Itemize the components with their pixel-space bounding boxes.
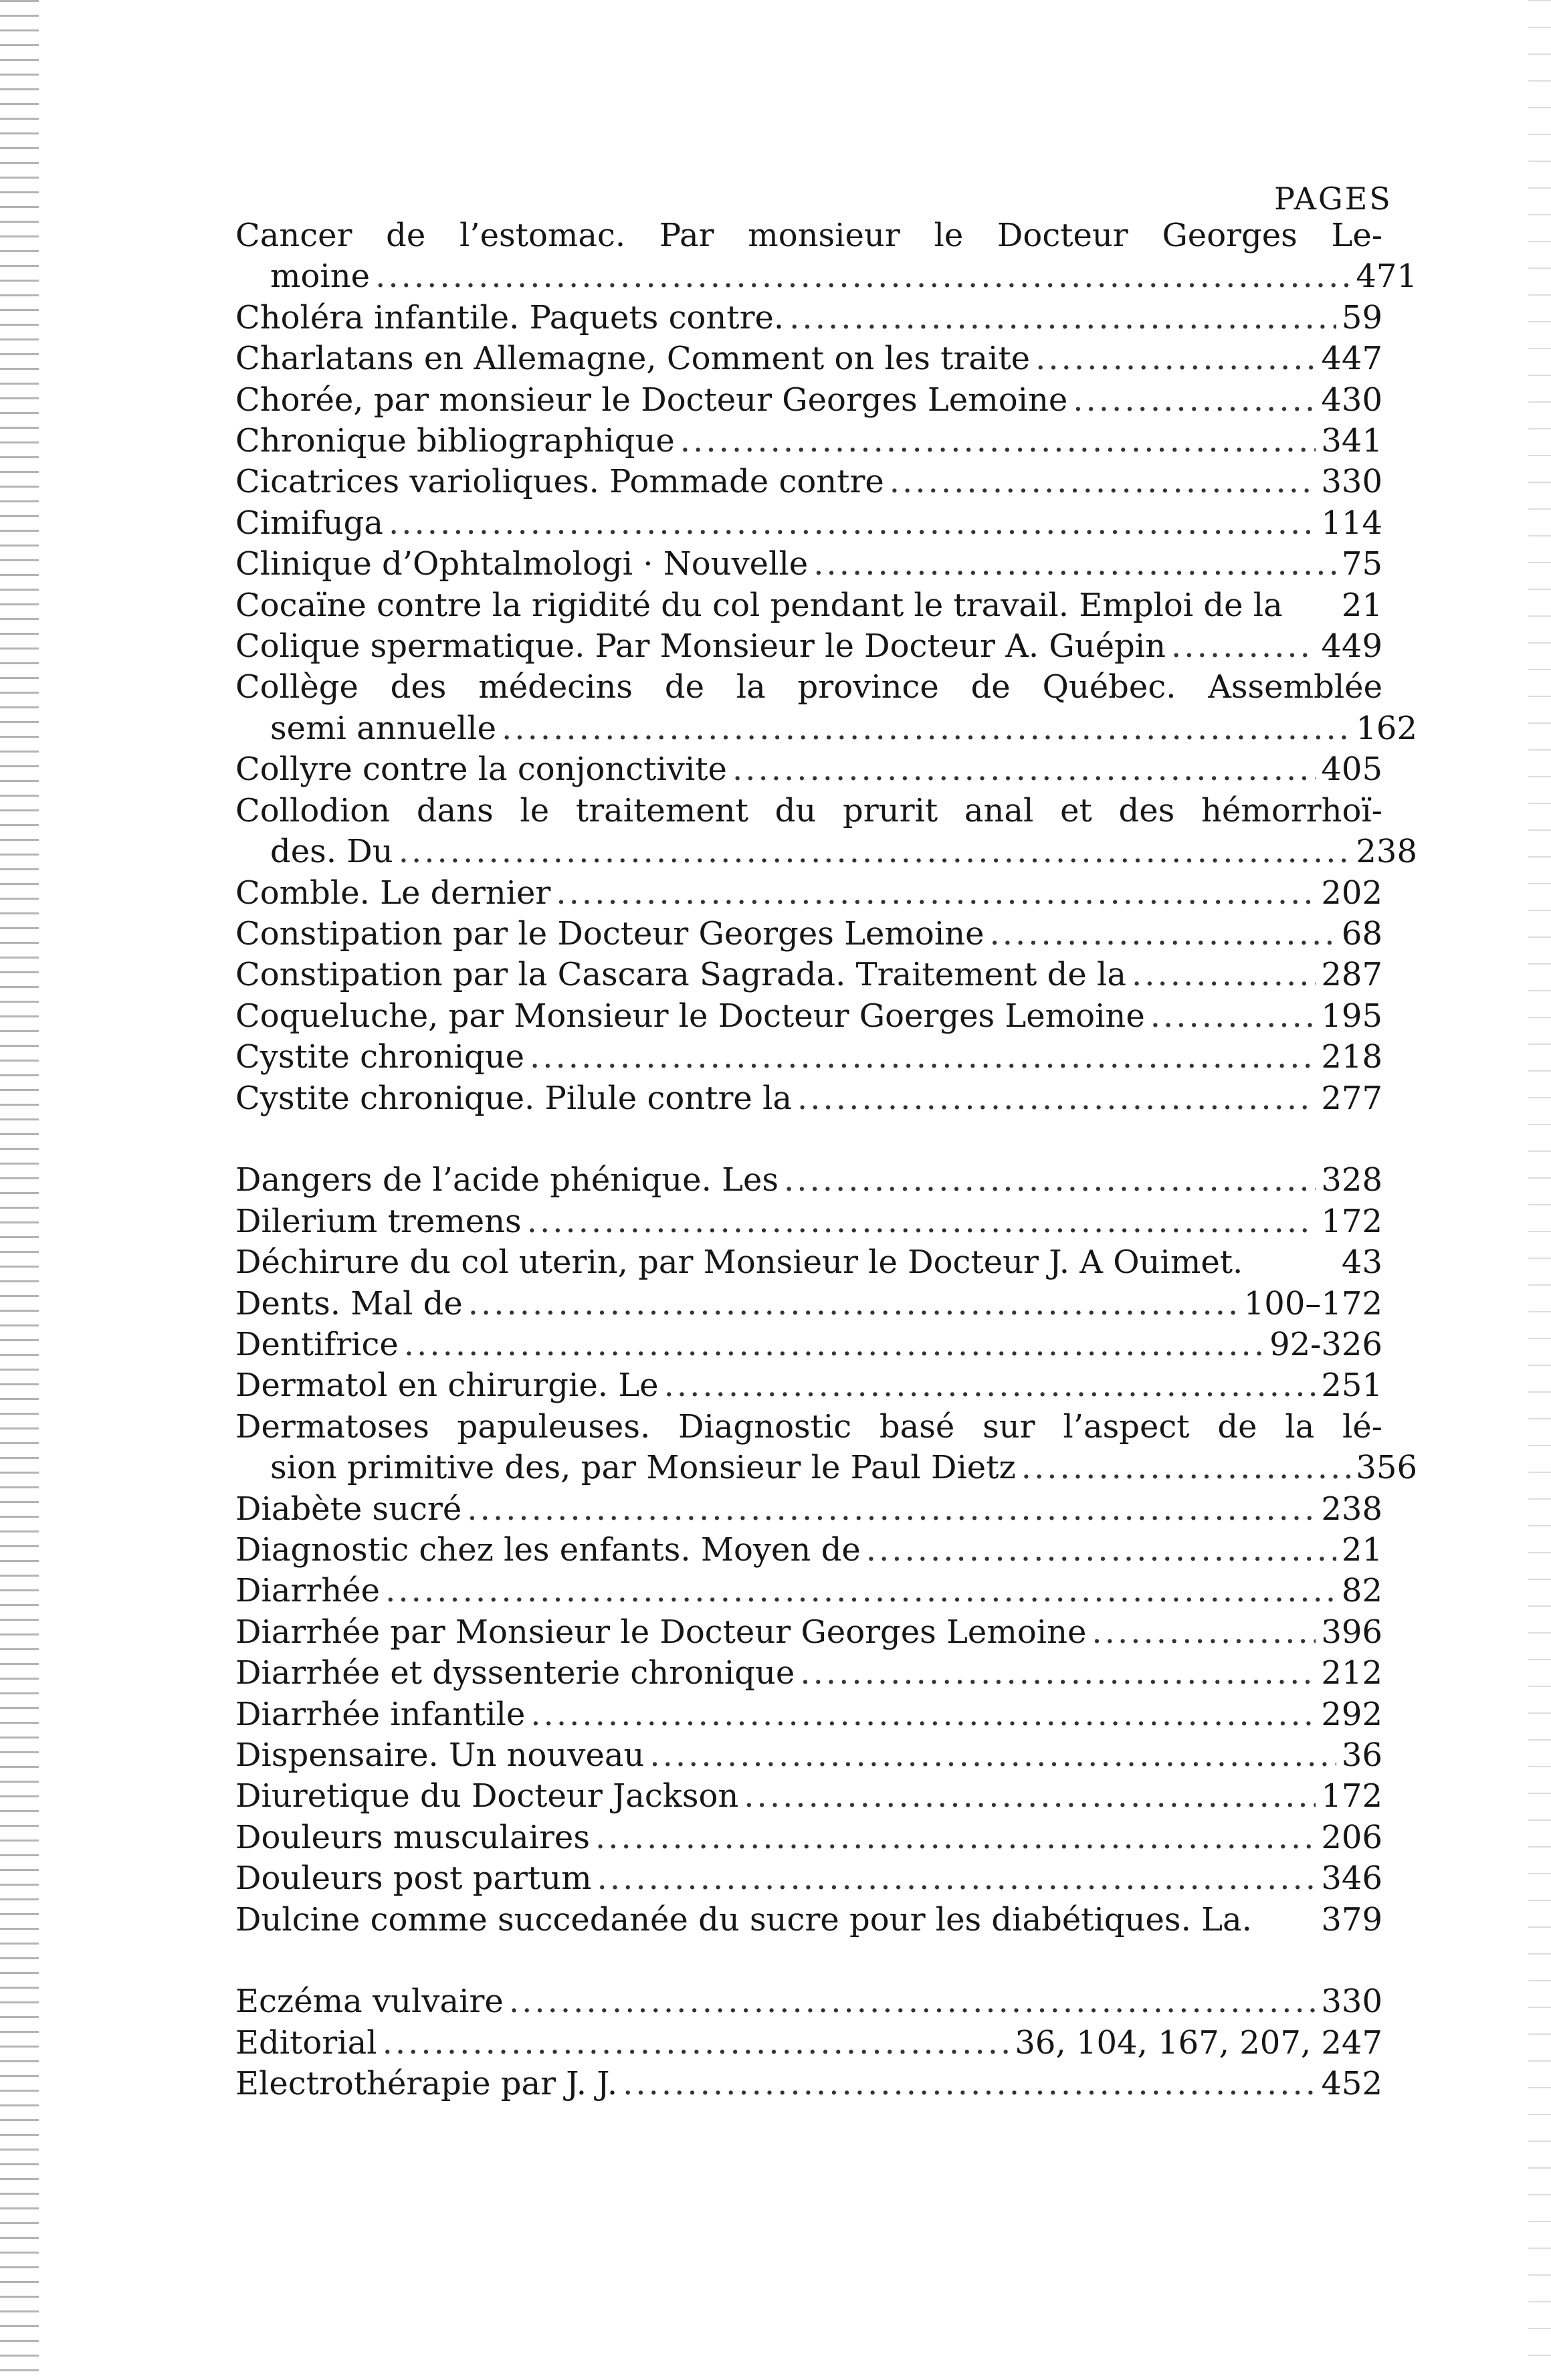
entry-page-number: 330 <box>1321 1983 1382 2021</box>
entry-text-line2: sion primitive des, par Monsieur le Paul Dietz <box>270 1449 1016 1487</box>
entry-page-number: 202 <box>1321 874 1382 912</box>
entry-text: Dermatol en chirurgie. Le <box>235 1367 659 1405</box>
entry-text: Diarrhée par Monsieur le Docteur Georges Lemoine <box>235 1613 1087 1651</box>
index-entry <box>235 1078 1382 1119</box>
entry-text-line1: Collodion dans le traitement du prurit anal et des hémorrhoï- <box>235 791 1382 829</box>
index-section-e <box>235 1981 1382 2104</box>
index-entry <box>235 914 1382 955</box>
entry-text: Cystite chronique. Pilule contre la <box>235 1079 793 1117</box>
entry-page-number: 277 <box>1321 1079 1382 1117</box>
entry-text: Constipation par la Cascara Sagrada. Traitement de la <box>235 956 1126 994</box>
entry-page-number: 356 <box>1356 1449 1417 1487</box>
index-entry <box>235 791 1417 873</box>
entry-page-number: 21 <box>1341 1530 1382 1569</box>
index-entry <box>235 2023 1382 2064</box>
leader-dots <box>389 503 1316 544</box>
entry-page-number: 36 <box>1341 1737 1382 1775</box>
entry-text: Dangers de l’acide phénique. Les <box>235 1161 779 1199</box>
section-gap <box>235 1941 1382 1981</box>
entry-text: Collyre contre la conjonctivite <box>235 751 727 789</box>
leader-dots <box>623 2064 1316 2104</box>
entry-text: Chorée, par monsieur le Docteur Georges Lemoine <box>235 381 1068 419</box>
entry-page-number: 206 <box>1321 1818 1382 1856</box>
entry-page-number: 287 <box>1321 956 1382 994</box>
index-entry <box>235 667 1417 749</box>
leader-dots <box>866 1530 1336 1571</box>
index-entry <box>235 1735 1382 1776</box>
entry-page-number: 379 <box>1321 1900 1382 1939</box>
entry-page-number: 92-326 <box>1269 1325 1382 1363</box>
leader-dots <box>530 1694 1316 1735</box>
entry-text: Chronique bibliographique <box>235 422 675 460</box>
leader-dots <box>404 1324 1264 1365</box>
entry-text: Cimifuga <box>235 504 383 542</box>
index-entry <box>235 1489 1382 1530</box>
entry-text: Déchirure du col uterin, par Monsieur le Docteur J. A Ouimet. <box>235 1244 1243 1282</box>
entry-page-number: 251 <box>1321 1367 1382 1405</box>
entry-text: Dispensaire. Un nouveau <box>235 1737 645 1775</box>
entry-text: Dentifrice <box>235 1325 399 1363</box>
leader-dots <box>399 831 1351 872</box>
index-entry <box>235 462 1382 502</box>
entry-text: Comble. Le dernier <box>235 874 551 912</box>
leader-dots <box>597 1858 1316 1899</box>
entry-text: Coqueluche, par Monsieur le Docteur Goerges Lemoine <box>235 997 1145 1035</box>
leader-dots <box>468 1284 1239 1324</box>
leader-dots <box>890 462 1316 502</box>
index-entry <box>235 1817 1382 1858</box>
index-entry <box>235 1324 1382 1365</box>
index-entry <box>235 1653 1382 1694</box>
index-entry <box>235 955 1382 995</box>
leader-dots <box>789 298 1336 338</box>
leader-dots <box>784 1160 1316 1201</box>
entry-text: Dulcine comme succedanée du sucre pour les diabétiques. La. <box>235 1900 1252 1939</box>
entry-page-number: 292 <box>1321 1695 1382 1733</box>
entry-page-number: 172 <box>1321 1777 1382 1815</box>
index-section-d <box>235 1160 1417 1941</box>
entry-page-number: 346 <box>1321 1860 1382 1898</box>
entry-text: Clinique d’Ophtalmologi · Nouvelle <box>235 545 809 583</box>
leader-dots <box>649 1735 1336 1776</box>
index-entry <box>235 1160 1382 1201</box>
entry-text-line1: Collège des médecins de la province de Québec. Assemblée <box>235 668 1382 706</box>
entry-page-number: 82 <box>1341 1572 1382 1610</box>
index-entry <box>235 1284 1382 1324</box>
entry-line2 <box>235 708 1417 749</box>
leader-dots <box>680 421 1316 462</box>
entry-text-line1: Dermatoses papuleuses. Diagnostic basé sur l’aspect de la lé- <box>235 1407 1382 1446</box>
leader-dots <box>1073 380 1316 421</box>
entry-page-number: 43 <box>1341 1244 1382 1282</box>
entry-page-number: 328 <box>1321 1161 1382 1199</box>
entry-text: Cystite chronique <box>235 1038 525 1076</box>
entry-text: Douleurs post partum <box>235 1860 592 1898</box>
entry-text: Choléra infantile. Paquets contre. <box>235 298 785 336</box>
entry-page-number: 195 <box>1321 997 1382 1035</box>
leader-dots <box>527 1201 1316 1242</box>
entry-text: Douleurs musculaires <box>235 1818 590 1856</box>
entry-text-line2: semi annuelle <box>270 709 497 747</box>
entry-text: Cicatrices varioliques. Pommade contre <box>235 463 884 501</box>
index-entry <box>235 1242 1382 1283</box>
index-entry <box>235 1571 1382 1611</box>
entry-page-number: 238 <box>1321 1490 1382 1528</box>
entry-page-number: 218 <box>1321 1038 1382 1076</box>
index-entry <box>235 1407 1417 1489</box>
leader-dots <box>530 1037 1316 1078</box>
index-list <box>235 215 1417 2105</box>
index-entry <box>235 996 1382 1037</box>
entry-page-number: 341 <box>1321 422 1382 460</box>
entry-page-number: 172 <box>1321 1202 1382 1240</box>
entry-line2 <box>235 1448 1417 1488</box>
leader-dots <box>800 1653 1316 1694</box>
entry-text: Diarrhée infantile <box>235 1695 526 1733</box>
entry-page-number: 471 <box>1356 258 1417 296</box>
entry-text-line2: des. Du <box>270 833 393 871</box>
entry-text: Diuretique du Docteur Jackson <box>235 1777 739 1815</box>
index-entry <box>235 503 1382 544</box>
entry-text: Diarrhée et dyssenterie chronique <box>235 1654 795 1692</box>
scan-left-edge <box>0 0 39 2380</box>
entry-page-number: 114 <box>1321 504 1382 542</box>
entry-page-number: 238 <box>1356 833 1417 871</box>
entry-text: Constipation par le Docteur Georges Lemoine <box>235 914 985 953</box>
index-entry <box>235 1776 1382 1817</box>
entry-page-number: 452 <box>1321 2065 1382 2103</box>
index-entry <box>235 544 1382 585</box>
entry-page-number: 75 <box>1341 545 1382 583</box>
entry-page-number: 68 <box>1341 914 1382 953</box>
index-entry <box>235 1201 1382 1242</box>
leader-dots <box>595 1817 1316 1858</box>
section-gap <box>235 1119 1382 1160</box>
index-entry <box>235 1858 1382 1899</box>
entry-text: Diabète sucré <box>235 1490 462 1528</box>
entry-text: Eczéma vulvaire <box>235 1983 504 2021</box>
leader-dots <box>1021 1448 1351 1488</box>
entry-page-number: 430 <box>1321 381 1382 419</box>
index-entry <box>235 380 1382 421</box>
leader-dots <box>990 914 1336 955</box>
scan-right-edge <box>1528 0 1551 2380</box>
leader-dots <box>813 544 1336 585</box>
index-section-c <box>235 215 1417 1119</box>
leader-dots <box>385 1571 1336 1611</box>
leader-dots <box>383 2023 1010 2064</box>
index-entry <box>235 338 1382 379</box>
entry-text: Electrothérapie par J. J. <box>235 2065 618 2103</box>
entry-page-number: 405 <box>1321 751 1382 789</box>
leader-dots <box>664 1365 1316 1406</box>
leader-dots <box>797 1078 1316 1119</box>
entry-line2 <box>235 831 1417 872</box>
index-entry <box>235 626 1382 667</box>
leader-dots <box>1150 996 1316 1037</box>
entry-page-number: 449 <box>1321 627 1382 666</box>
leader-dots <box>556 873 1316 914</box>
entry-text: Dilerium tremens <box>235 1202 522 1240</box>
index-entry <box>235 215 1417 298</box>
leader-dots <box>732 749 1316 790</box>
entry-text: Dents. Mal de <box>235 1284 463 1322</box>
entry-page-number: 447 <box>1321 340 1382 378</box>
entry-page-number: 396 <box>1321 1613 1382 1651</box>
leader-dots <box>1132 955 1316 995</box>
entry-text: Charlatans en Allemagne, Comment on les traite <box>235 340 1031 378</box>
index-entry <box>235 421 1382 462</box>
index-entry <box>235 1037 1382 1078</box>
entry-text: Editorial <box>235 2023 377 2062</box>
index-entry <box>235 1900 1382 1941</box>
entry-page-number: 36, 104, 167, 207, 247 <box>1015 2023 1382 2062</box>
index-entry <box>235 2064 1382 2104</box>
pages-column-header: PAGES <box>1274 181 1392 217</box>
entry-page-number: 162 <box>1356 709 1417 747</box>
index-entry <box>235 298 1382 338</box>
entry-page-number: 59 <box>1341 298 1382 336</box>
entry-text: Diarrhée <box>235 1572 381 1610</box>
entry-text-line2: moine <box>270 258 371 296</box>
index-entry <box>235 1981 1382 2022</box>
leader-dots <box>502 708 1350 749</box>
index-entry <box>235 1612 1382 1653</box>
index-entry <box>235 873 1382 914</box>
entry-text: Cocaïne contre la rigidité du col pendant le travail. Emploi de la <box>235 586 1283 624</box>
entry-page-number: 212 <box>1321 1654 1382 1692</box>
entry-text: Diagnostic chez les enfants. Moyen de <box>235 1530 861 1569</box>
index-entry <box>235 585 1382 626</box>
leader-dots <box>467 1489 1316 1530</box>
index-entry <box>235 1530 1382 1571</box>
leader-dots <box>744 1776 1316 1817</box>
leader-dots <box>509 1981 1316 2022</box>
entry-text: Colique spermatique. Par Monsieur le Docteur A. Guépin <box>235 627 1166 666</box>
entry-page-number: 21 <box>1341 586 1382 624</box>
leader-dots <box>1092 1612 1316 1653</box>
leader-dots <box>375 256 1350 297</box>
entry-page-number: 330 <box>1321 463 1382 501</box>
leader-dots <box>1171 626 1316 667</box>
index-entry <box>235 1694 1382 1735</box>
leader-dots <box>1035 338 1316 379</box>
entry-line2 <box>235 256 1417 297</box>
entry-page-number: 100–172 <box>1243 1284 1382 1322</box>
entry-text-line1: Cancer de l’estomac. Par monsieur le Docteur Georges Le- <box>235 217 1382 254</box>
index-entry <box>235 749 1382 790</box>
index-entry <box>235 1365 1382 1406</box>
